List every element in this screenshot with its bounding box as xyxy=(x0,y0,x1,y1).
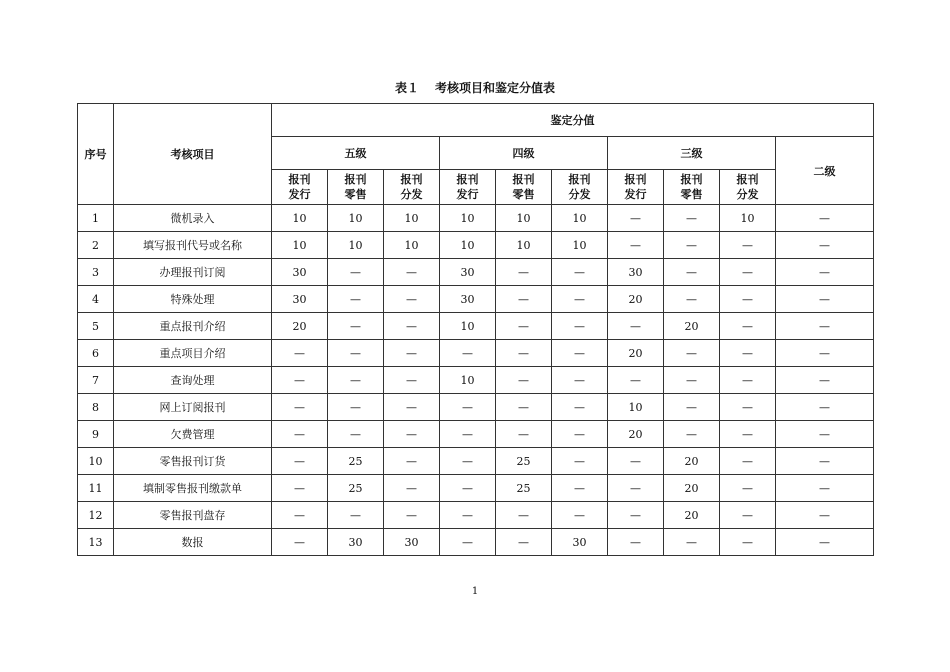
row-seq: 4 xyxy=(78,286,114,313)
sub-header-line: 报刊 xyxy=(400,173,423,186)
score-cell: 25 xyxy=(496,448,552,475)
score-cell: — xyxy=(552,421,608,448)
sub-header-1 xyxy=(328,170,384,205)
score-cell: — xyxy=(664,205,720,232)
score-cell: 30 xyxy=(272,259,328,286)
score-cell: 10 xyxy=(384,232,440,259)
sub-header-line: 发行 xyxy=(288,188,311,201)
score-cell: — xyxy=(552,259,608,286)
table-row xyxy=(78,529,874,556)
score-cell: — xyxy=(608,502,664,529)
row-item: 办理报刊订阅 xyxy=(114,259,272,286)
score-cell: — xyxy=(608,367,664,394)
score-cell: — xyxy=(384,259,440,286)
score-cell: 10 xyxy=(440,313,496,340)
score-cell: 30 xyxy=(552,529,608,556)
score-cell: — xyxy=(720,448,776,475)
score-cell: — xyxy=(664,529,720,556)
score-cell: — xyxy=(776,421,874,448)
sub-header-4 xyxy=(496,170,552,205)
header-item: 考核项目 xyxy=(114,104,272,205)
score-cell: 20 xyxy=(272,313,328,340)
score-cell: — xyxy=(384,475,440,502)
row-item: 填制零售报刊缴款单 xyxy=(114,475,272,502)
score-cell: — xyxy=(552,286,608,313)
score-cell: — xyxy=(664,394,720,421)
score-cell: 10 xyxy=(496,205,552,232)
score-cell: 10 xyxy=(496,232,552,259)
score-cell: — xyxy=(608,232,664,259)
row-seq: 2 xyxy=(78,232,114,259)
score-cell: — xyxy=(440,475,496,502)
score-cell: — xyxy=(496,313,552,340)
sub-header-6 xyxy=(608,170,664,205)
score-cell: 20 xyxy=(664,313,720,340)
score-cell: — xyxy=(552,502,608,529)
score-cell: — xyxy=(720,529,776,556)
score-cell: — xyxy=(720,394,776,421)
table-row xyxy=(78,502,874,529)
table-row xyxy=(78,313,874,340)
score-cell: 30 xyxy=(328,529,384,556)
table-row xyxy=(78,205,874,232)
score-cell: — xyxy=(720,421,776,448)
header-level-4: 四级 xyxy=(440,137,608,170)
table-row xyxy=(78,394,874,421)
row-seq: 12 xyxy=(78,502,114,529)
score-cell: 20 xyxy=(608,421,664,448)
score-cell: — xyxy=(552,313,608,340)
sub-header-line: 分发 xyxy=(400,188,423,201)
score-cell: — xyxy=(664,286,720,313)
score-cell: — xyxy=(328,367,384,394)
sub-header-line: 报刊 xyxy=(736,173,759,186)
score-cell: 30 xyxy=(440,286,496,313)
score-cell: 25 xyxy=(328,475,384,502)
row-item: 特殊处理 xyxy=(114,286,272,313)
score-cell: — xyxy=(776,502,874,529)
score-cell: — xyxy=(720,340,776,367)
header-level-5: 五级 xyxy=(272,137,440,170)
score-cell: — xyxy=(496,340,552,367)
score-cell: — xyxy=(720,502,776,529)
sub-header-line: 报刊 xyxy=(680,173,703,186)
score-cell: — xyxy=(328,340,384,367)
score-cell: — xyxy=(720,475,776,502)
score-cell: 10 xyxy=(440,367,496,394)
table-row xyxy=(78,421,874,448)
score-cell: — xyxy=(440,421,496,448)
score-cell: — xyxy=(776,394,874,421)
score-cell: — xyxy=(496,259,552,286)
score-cell: — xyxy=(328,286,384,313)
score-cell: 10 xyxy=(552,205,608,232)
score-cell: — xyxy=(272,394,328,421)
score-cell: — xyxy=(664,259,720,286)
score-cell: 10 xyxy=(328,232,384,259)
score-cell: — xyxy=(720,367,776,394)
sub-header-5 xyxy=(552,170,608,205)
score-cell: — xyxy=(776,232,874,259)
row-item: 查询处理 xyxy=(114,367,272,394)
score-cell: — xyxy=(272,529,328,556)
sub-header-3 xyxy=(440,170,496,205)
sub-header-line: 零售 xyxy=(344,188,367,201)
row-seq: 5 xyxy=(78,313,114,340)
score-cell: — xyxy=(328,421,384,448)
table-title: 考核项目和鉴定分值表 xyxy=(435,81,556,95)
row-seq: 6 xyxy=(78,340,114,367)
row-item: 欠费管理 xyxy=(114,421,272,448)
score-cell: — xyxy=(384,313,440,340)
score-cell: — xyxy=(552,394,608,421)
score-cell: — xyxy=(384,502,440,529)
score-cell: — xyxy=(272,421,328,448)
score-cell: — xyxy=(496,421,552,448)
score-cell: — xyxy=(384,394,440,421)
sub-header-0 xyxy=(272,170,328,205)
score-cell: 20 xyxy=(664,502,720,529)
score-cell: — xyxy=(720,313,776,340)
assessment-score-table xyxy=(77,103,874,556)
score-cell: — xyxy=(496,394,552,421)
score-cell: — xyxy=(272,367,328,394)
score-cell: 30 xyxy=(608,259,664,286)
table-row xyxy=(78,448,874,475)
header-score-group: 鉴定分值 xyxy=(272,104,874,137)
table-row xyxy=(78,475,874,502)
header-seq: 序号 xyxy=(78,104,114,205)
score-cell: 10 xyxy=(440,232,496,259)
header-level-3: 三级 xyxy=(608,137,776,170)
score-cell: — xyxy=(552,448,608,475)
score-cell: 30 xyxy=(384,529,440,556)
score-cell: 30 xyxy=(440,259,496,286)
score-cell: — xyxy=(608,205,664,232)
row-seq: 1 xyxy=(78,205,114,232)
table-row xyxy=(78,367,874,394)
row-seq: 9 xyxy=(78,421,114,448)
score-cell: — xyxy=(272,475,328,502)
score-cell: 10 xyxy=(272,232,328,259)
score-cell: — xyxy=(272,448,328,475)
row-item: 填写报刊代号或名称 xyxy=(114,232,272,259)
table-row xyxy=(78,340,874,367)
row-seq: 8 xyxy=(78,394,114,421)
sub-header-line: 报刊 xyxy=(456,173,479,186)
score-cell: — xyxy=(776,313,874,340)
row-seq: 7 xyxy=(78,367,114,394)
score-cell: — xyxy=(776,367,874,394)
score-cell: 10 xyxy=(440,205,496,232)
page-number: 1 xyxy=(471,586,479,597)
sub-header-line: 零售 xyxy=(512,188,535,201)
row-seq: 10 xyxy=(78,448,114,475)
score-cell: — xyxy=(720,259,776,286)
score-cell: 20 xyxy=(664,475,720,502)
row-item: 零售报刊盘存 xyxy=(114,502,272,529)
table-row xyxy=(78,286,874,313)
score-cell: — xyxy=(384,448,440,475)
score-cell: — xyxy=(608,475,664,502)
score-cell: 10 xyxy=(552,232,608,259)
score-cell: — xyxy=(440,448,496,475)
score-cell: — xyxy=(384,421,440,448)
sub-header-line: 报刊 xyxy=(568,173,591,186)
score-cell: — xyxy=(776,475,874,502)
sub-header-7 xyxy=(664,170,720,205)
table-row xyxy=(78,232,874,259)
score-cell: — xyxy=(328,502,384,529)
sub-header-line: 报刊 xyxy=(344,173,367,186)
score-cell: — xyxy=(776,529,874,556)
score-cell: 10 xyxy=(608,394,664,421)
score-cell: — xyxy=(776,286,874,313)
score-cell: — xyxy=(272,340,328,367)
sub-header-line: 报刊 xyxy=(512,173,535,186)
score-cell: — xyxy=(384,367,440,394)
page-title xyxy=(0,79,950,96)
score-cell: — xyxy=(272,502,328,529)
row-item: 零售报刊订货 xyxy=(114,448,272,475)
score-cell: — xyxy=(552,367,608,394)
score-cell: — xyxy=(776,205,874,232)
score-cell: — xyxy=(440,502,496,529)
score-cell: 10 xyxy=(720,205,776,232)
score-cell: — xyxy=(608,529,664,556)
score-cell: — xyxy=(608,313,664,340)
score-cell: — xyxy=(664,232,720,259)
score-cell: 10 xyxy=(272,205,328,232)
row-item: 网上订阅报刊 xyxy=(114,394,272,421)
score-cell: 25 xyxy=(496,475,552,502)
score-cell: — xyxy=(328,259,384,286)
table-number: 表１ xyxy=(394,81,419,95)
score-cell: — xyxy=(776,259,874,286)
score-cell: — xyxy=(664,421,720,448)
score-cell: 10 xyxy=(384,205,440,232)
score-cell: — xyxy=(776,340,874,367)
sub-header-line: 分发 xyxy=(568,188,591,201)
score-cell: — xyxy=(440,529,496,556)
score-cell: — xyxy=(720,286,776,313)
table-row xyxy=(78,259,874,286)
score-cell: — xyxy=(384,286,440,313)
header-level-2: 二级 xyxy=(776,137,874,205)
score-cell: — xyxy=(496,529,552,556)
score-cell: — xyxy=(328,394,384,421)
row-item: 微机录入 xyxy=(114,205,272,232)
score-cell: 10 xyxy=(328,205,384,232)
sub-header-line: 报刊 xyxy=(288,173,311,186)
score-cell: — xyxy=(328,313,384,340)
row-seq: 11 xyxy=(78,475,114,502)
score-cell: — xyxy=(664,340,720,367)
row-item: 重点报刊介绍 xyxy=(114,313,272,340)
score-cell: 20 xyxy=(608,286,664,313)
sub-header-line: 报刊 xyxy=(624,173,647,186)
score-cell: 25 xyxy=(328,448,384,475)
score-cell: — xyxy=(664,367,720,394)
score-cell: — xyxy=(496,367,552,394)
sub-header-2 xyxy=(384,170,440,205)
row-item: 重点项目介绍 xyxy=(114,340,272,367)
score-cell: — xyxy=(440,340,496,367)
score-cell: — xyxy=(552,340,608,367)
score-cell: 20 xyxy=(664,448,720,475)
score-cell: — xyxy=(776,448,874,475)
row-item: 数报 xyxy=(114,529,272,556)
score-cell: 30 xyxy=(272,286,328,313)
score-cell: — xyxy=(440,394,496,421)
score-cell: 20 xyxy=(608,340,664,367)
sub-header-line: 分发 xyxy=(736,188,759,201)
score-cell: — xyxy=(496,286,552,313)
sub-header-line: 零售 xyxy=(680,188,703,201)
row-seq: 3 xyxy=(78,259,114,286)
sub-header-line: 发行 xyxy=(624,188,647,201)
sub-header-line: 发行 xyxy=(456,188,479,201)
table-body xyxy=(78,205,874,556)
sub-header-8 xyxy=(720,170,776,205)
score-cell: — xyxy=(552,475,608,502)
score-cell: — xyxy=(496,502,552,529)
score-cell: — xyxy=(608,448,664,475)
row-seq: 13 xyxy=(78,529,114,556)
score-cell: — xyxy=(384,340,440,367)
score-cell: — xyxy=(720,232,776,259)
